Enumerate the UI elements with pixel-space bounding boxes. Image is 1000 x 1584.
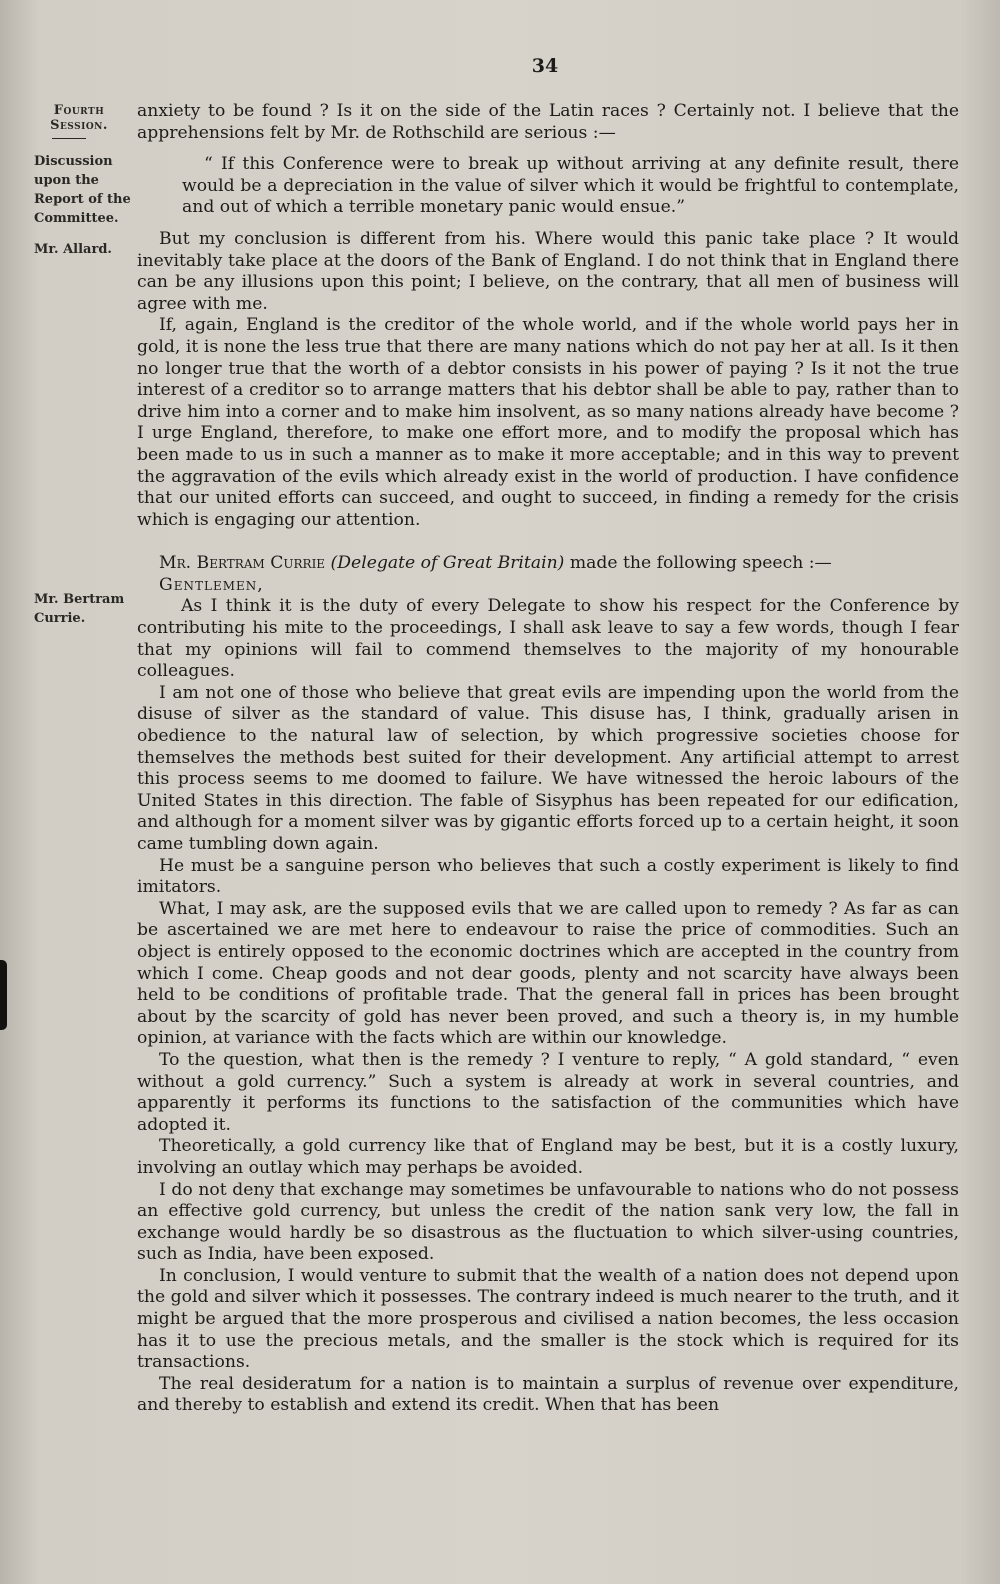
margin-discussion-line: Committee. (34, 211, 119, 226)
body-text (137, 101, 959, 1417)
margin-session-line2: Session. (50, 118, 108, 133)
speech-heading (137, 553, 959, 575)
paragraph: To the question, what then is the remedy ? I venture to reply, “ A gold standard, “ even without a gold currency.” Such a system is already at work in several countries, and apparently it performs its functions to the satisfaction of the communities which have adopted it. (137, 1049, 959, 1135)
speaker-role: (Delegate of Great Britain) (330, 553, 565, 574)
paragraph: He must be a sanguine person who believes that such a costly experiment is likely to find imitators. (137, 855, 959, 898)
paragraph: But my conclusion is different from his. Where would this panic take place ? It would inevitably take place at the doors of the Bank of England. I do not think that in England there can be any illusions upon this point; I believe, on the contrary, that all men of business will agree with me. (137, 228, 959, 314)
paragraph: What, I may ask, are the supposed evils that we are called upon to remedy ? As far as can be ascertained we are met here to endeavour to raise the price of commodities. Such an object is entirely opposed to the economic doctrines which are accepted in the country from which I come. Cheap goods and not dear goods, plenty and not scarcity have always been held to be conditions of profitable trade. That the general fall in prices has been brought about by the scarcity of gold has never been proved, and such a theory is, in my humble opinion, at variance with the facts which are within our knowledge. (137, 898, 959, 1049)
paragraph: The real desideratum for a nation is to maintain a surplus of revenue over expenditure, and thereby to establish and extend its credit. When that has been (137, 1373, 959, 1416)
page-number: 34 (531, 55, 559, 77)
speaker-name: Mr. Bertram Currie (159, 553, 326, 574)
paragraph: I do not deny that exchange may sometimes be unfavourable to nations who do not possess an effective gold currency, but unless the credit of the nation sank very low, the fall in exchange would hardly be so disastrous as the fluctuation to which silver-using countries, such as India, have been exposed. (137, 1179, 959, 1265)
margin-discussion (34, 152, 134, 228)
binding-edge (0, 960, 7, 1030)
margin-session-line1: Fourth (53, 103, 105, 118)
margin-discussion-line: Report of the (34, 192, 131, 207)
salutation: Gentlemen, (159, 574, 264, 595)
paragraph: In conclusion, I would venture to submit that the wealth of a nation does not depend upon the gold and silver which it possesses. The contrary indeed is much nearer to the truth, and it might be argued that the more prosperous and civilised a nation becomes, the less occasion has it to use the precious metals, and the smaller is the stock which is required for its transactions. (137, 1265, 959, 1373)
paragraph: As I think it is the duty of every Delegate to show his respect for the Conference by contributing his mite to the proceedings, I shall ask leave to say a few words, though I fear that my opinions will fail to commend themselves to the majority of my honourable colleagues. (137, 596, 959, 682)
margin-currie (34, 590, 134, 628)
paragraph: Theoretically, a gold currency like that of England may be best, but it is a costly luxury, involving an outlay which may perhaps be avoided. (137, 1136, 959, 1178)
quotation: “ If this Conference were to break up without arriving at any definite result, there would be a depreciation in the value of silver which it would be frightful to contemplate, and out of which a terrible monetary panic would ensue.” (182, 154, 959, 218)
margin-currie-line: Mr. Bertram (34, 592, 125, 607)
paragraph: I am not one of those who believe that great evils are impending upon the world from the disuse of silver as the standard of value. This disuse has, I think, gradually arisen in obedience to the natural law of selection, by which progressive societies choose for themselves the methods best suited for their development. Any artificial attempt to arrest this process seems to me doomed to failure. We have witnessed the heroic labours of the United States in this direction. The fable of Sisyphus has been repeated for our edification, and although for a moment silver was by gigantic efforts forced up to a certain height, it soon came tumbling down again. (137, 682, 959, 854)
margin-allard: Mr. Allard. (34, 242, 112, 257)
speech-intro: made the following speech :— (569, 553, 832, 574)
margin-currie-line: Currie. (34, 611, 86, 626)
margin-rule (52, 138, 86, 139)
paragraph: anxiety to be found ? Is it on the side of the Latin races ? Certainly not. I believe that the apprehensions felt by Mr. de Rothschild are serious :— (137, 101, 959, 143)
margin-session (34, 101, 124, 143)
paragraph: If, again, England is the creditor of the whole world, and if the whole world pays her in gold, it is none the less true that there are many nations which do not pay her at all. Is it then no longer true that the worth of a debtor consists in his power of paying ? Is it not the true interest of a creditor so to arrange matters that his debtor shall be able to pay, rather than to drive him into a corner and to make him insolvent, as so many nations already have become ? I urge England, therefore, to make one effort more, and to modify the proposal which has been made to us in such a manner as to make it more acceptable; and in this way to prevent the aggravation of the evils which already exist in the world of production. I have confidence that our united efforts can succeed, and ought to succeed, in finding a remedy for the crisis which is engaging our attention. (137, 315, 959, 530)
margin-discussion-line: upon the (34, 173, 99, 188)
margin-discussion-line: Discussion (34, 154, 113, 169)
